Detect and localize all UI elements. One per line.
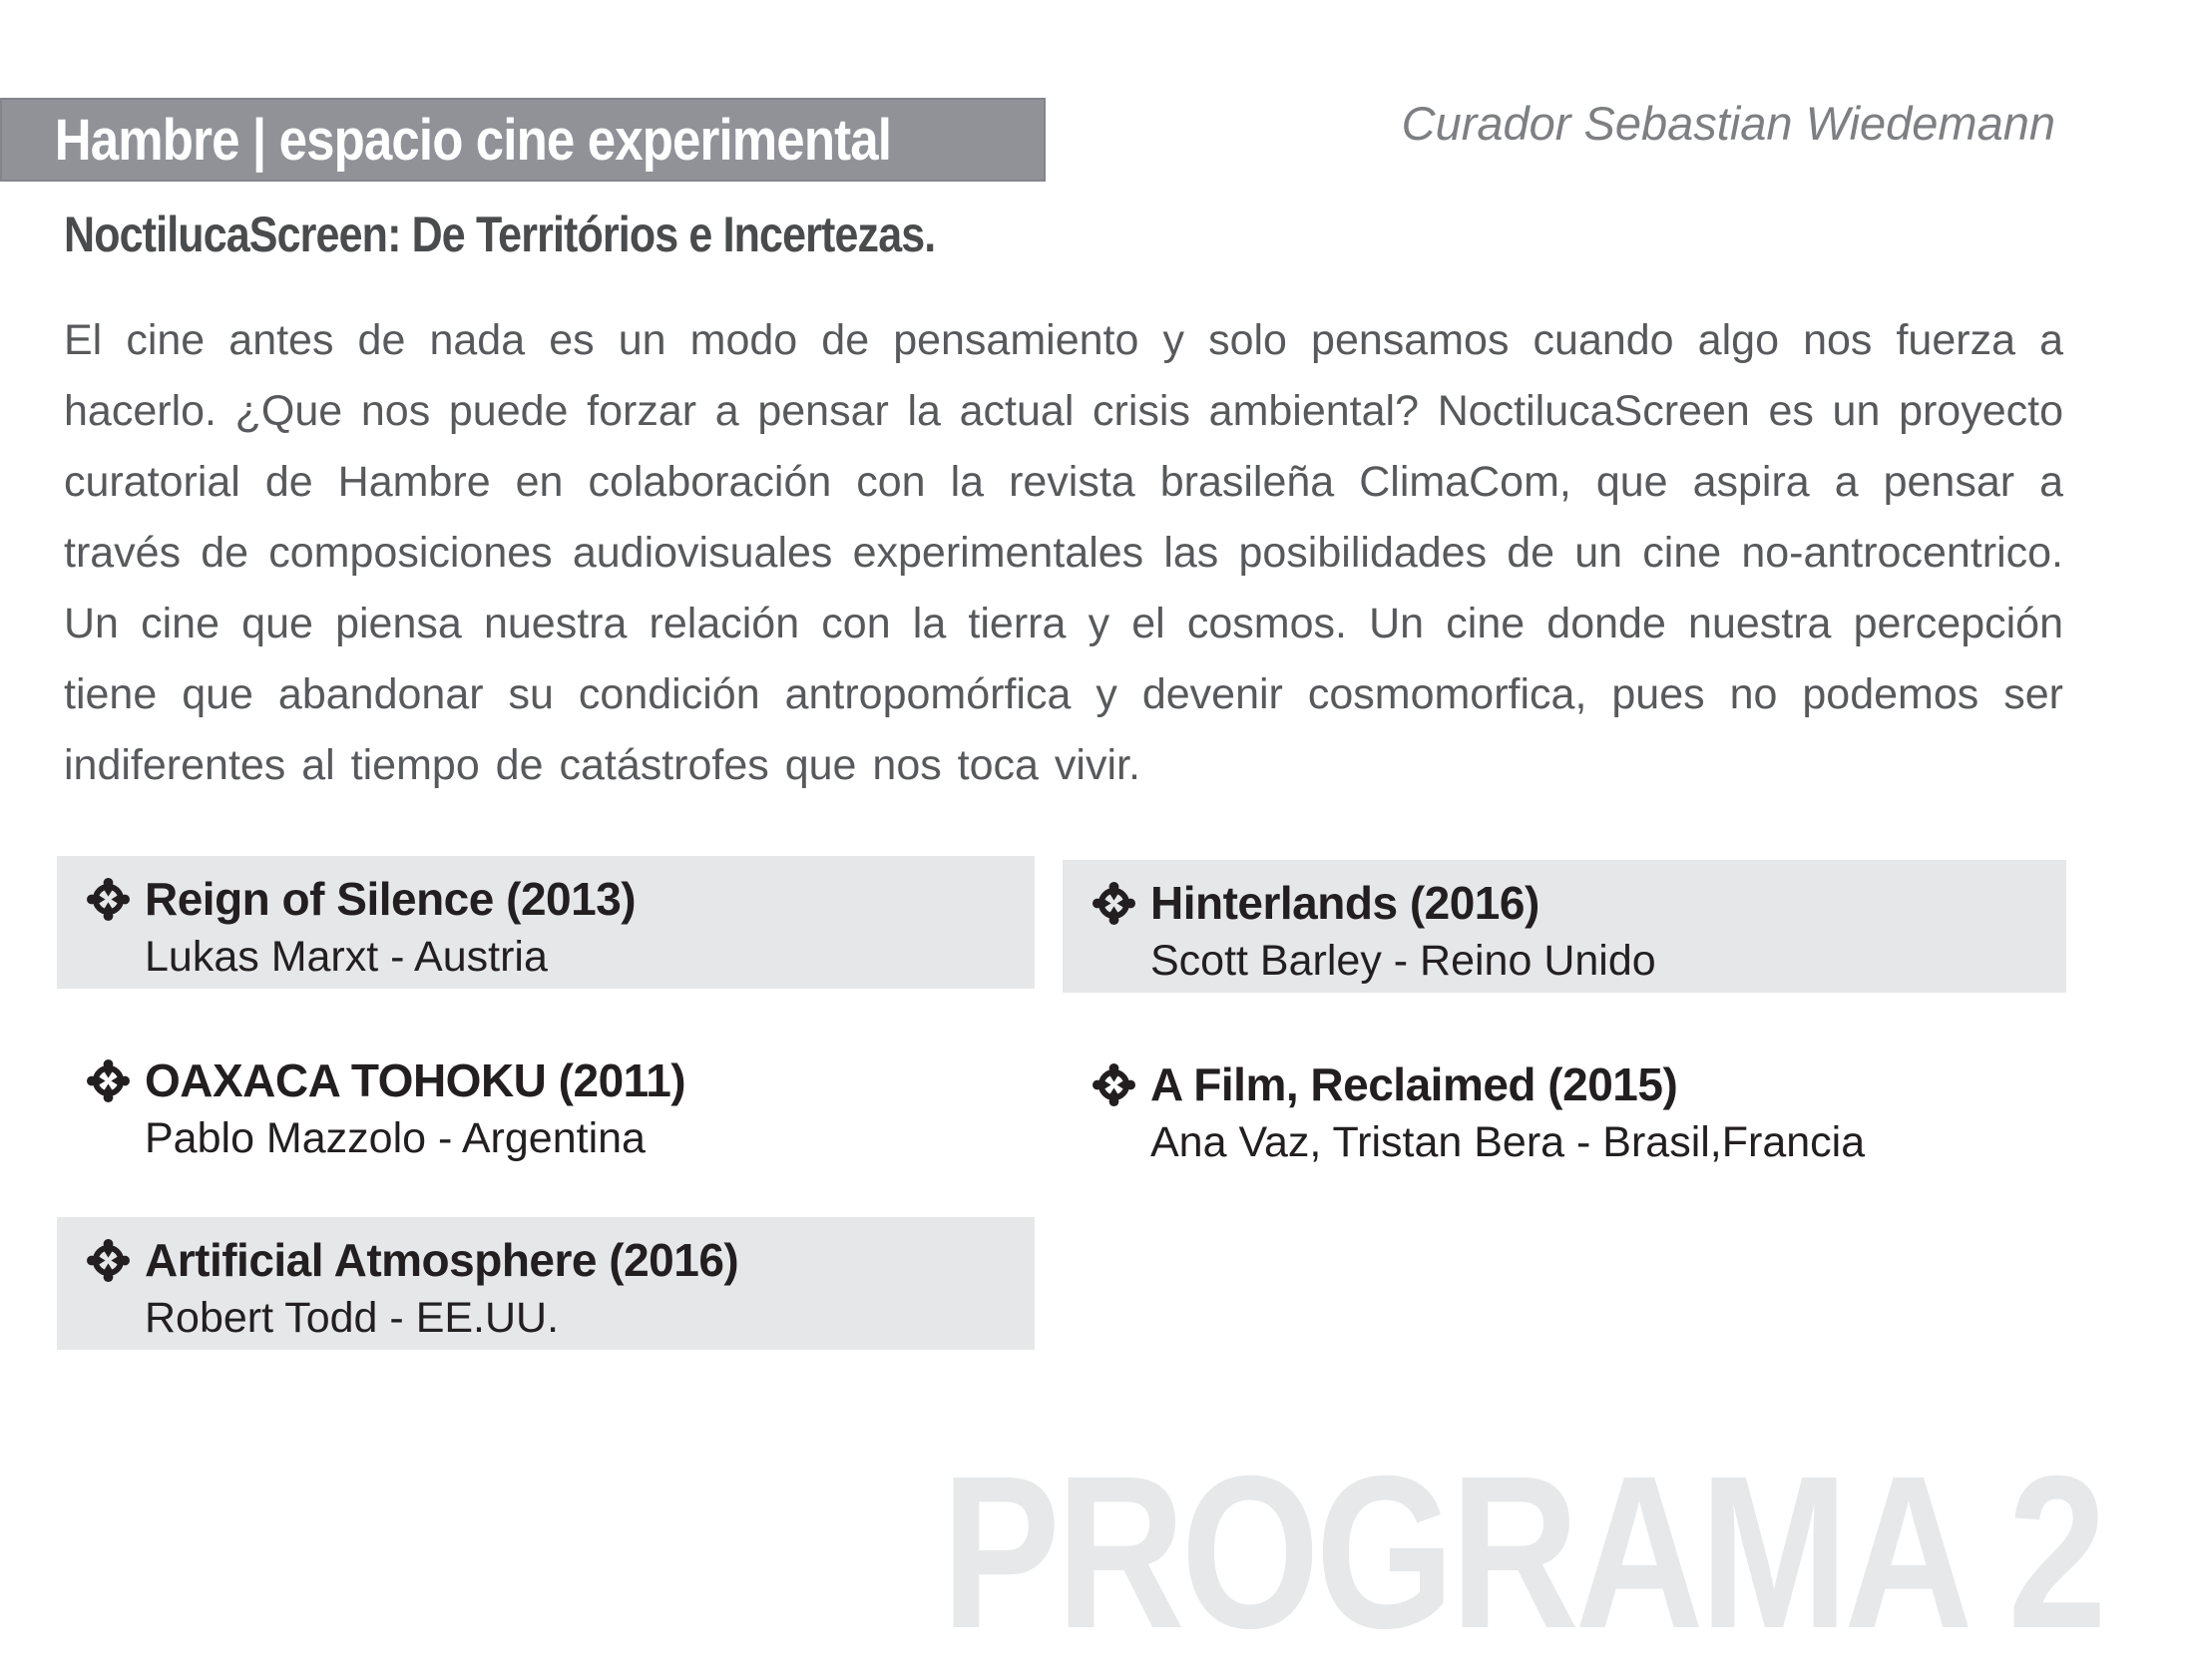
compass-target-icon: [87, 1059, 130, 1102]
curator-byline: Curador Sebastian Wiedemann: [1401, 97, 2055, 150]
film-credit: Ana Vaz, Tristan Bera - Brasil,Francia: [1150, 1118, 1866, 1166]
film-entry-hinterlands: [1063, 860, 2066, 993]
film-title-row: [1093, 876, 2066, 930]
film-credit: Scott Barley - Reino Unido: [1150, 937, 1656, 985]
film-entry-oaxaca-tohoku: [57, 1038, 1035, 1170]
film-title: Artificial Atmosphere (2016): [145, 1234, 739, 1286]
program-subtitle-text: NoctilucaScreen: De Territórios e Incertezas.: [64, 207, 936, 262]
film-credit: Pablo Mazzolo - Argentina: [145, 1114, 646, 1162]
film-credit: Robert Todd - EE.UU.: [145, 1294, 560, 1342]
film-entry-reign-of-silence: [57, 856, 1035, 989]
page-title: Hambre | espacio cine experimental: [54, 107, 892, 173]
compass-target-icon: [87, 1239, 130, 1282]
watermark-label: [686, 1432, 2103, 1674]
film-title-row: [87, 872, 1035, 926]
header-bar: [0, 98, 1046, 182]
compass-target-icon: [1093, 882, 1135, 925]
film-title: Hinterlands (2016): [1150, 877, 1539, 929]
film-title-row: [87, 1053, 1035, 1107]
compass-target-icon: [87, 878, 130, 921]
program-subtitle: [64, 206, 1078, 263]
watermark-text: PROGRAMA 2: [941, 1432, 2103, 1674]
film-title-row: [87, 1233, 1035, 1287]
film-title-row: [1093, 1057, 2066, 1111]
film-credit: Lukas Marxt - Austria: [145, 933, 548, 981]
program-description: El cine antes de nada es un modo de pensamiento y solo pensamos cuando algo nos fuerza a hacerlo. ¿Que nos puede forzar a pensar la actual crisis ambiental? NoctilucaScreen es un proyecto curatorial de Hambre en colaboración con la revista brasileña ClimaCom, que aspira a pensar a través de composiciones audiovisuales experimentales las posibilidades de un cine no-antrocentrico. Un cine que piensa nuestra relación con la tierra y el cosmos. Un cine donde nuestra percepción tiene que abandonar su condición antropomórfica y devenir cosmomorfica, pues no podemos ser indiferentes al tiempo de catástrofes que nos toca vivir.: [64, 316, 2063, 789]
compass-target-icon: [1093, 1063, 1135, 1106]
film-title: OAXACA TOHOKU (2011): [145, 1054, 686, 1106]
film-title: A Film, Reclaimed (2015): [1150, 1058, 1678, 1110]
film-title: Reign of Silence (2013): [145, 873, 637, 925]
film-entry-artificial-atmosphere: [57, 1217, 1035, 1350]
film-entry-a-film-reclaimed: [1063, 1042, 2066, 1174]
